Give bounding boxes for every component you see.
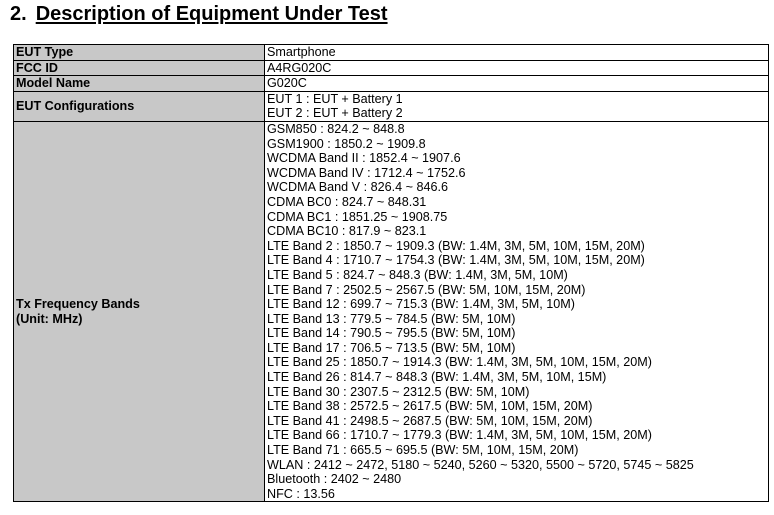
eut-type-value: Smartphone	[265, 45, 769, 61]
section-title: Description of Equipment Under Test	[35, 3, 388, 25]
list-item: LTE Band 25 : 1850.7 ~ 1914.3 (BW: 1.4M, 3M, 5M, 10M, 15M, 20M)	[267, 355, 652, 370]
fcc-id-value: A4RG020C	[265, 60, 769, 76]
list-item: WCDMA Band II : 1852.4 ~ 1907.6	[267, 151, 461, 166]
table-row-model-name	[14, 76, 769, 92]
table-row-eut-configurations	[14, 91, 769, 121]
list-item: LTE Band 13 : 779.5 ~ 784.5 (BW: 5M, 10M)	[267, 311, 516, 326]
list-item: LTE Band 12 : 699.7 ~ 715.3 (BW: 1.4M, 3M, 5M, 10M)	[267, 297, 575, 312]
list-item: LTE Band 30 : 2307.5 ~ 2312.5 (BW: 5M, 10M)	[267, 384, 530, 399]
list-item: Bluetooth : 2402 ~ 2480	[267, 472, 402, 487]
list-item: LTE Band 71 : 665.5 ~ 695.5 (BW: 5M, 10M, 15M, 20M)	[267, 443, 579, 458]
list-item: EUT 1 : EUT + Battery 1	[267, 91, 403, 106]
list-item: WLAN : 2412 ~ 2472, 5180 ~ 5240, 5260 ~ 5320, 5500 ~ 5720, 5745 ~ 5825	[267, 457, 694, 472]
tx-frequency-bands-label-unit: (Unit: MHz)	[16, 311, 83, 326]
tx-frequency-bands-label-title: Tx Frequency Bands	[16, 297, 140, 312]
list-item: LTE Band 5 : 824.7 ~ 848.3 (BW: 1.4M, 3M, 5M, 10M)	[267, 267, 568, 282]
list-item: CDMA BC1 : 1851.25 ~ 1908.75	[267, 209, 448, 224]
eut-configurations-value	[265, 91, 769, 121]
list-item: GSM850 : 824.2 ~ 848.8	[267, 121, 405, 136]
fcc-id-label: FCC ID	[14, 60, 265, 76]
list-item: EUT 2 : EUT + Battery 2	[267, 106, 403, 121]
section-heading	[10, 3, 388, 26]
table-row-eut-type	[14, 45, 769, 61]
list-item: LTE Band 4 : 1710.7 ~ 1754.3 (BW: 1.4M, 3M, 5M, 10M, 15M, 20M)	[267, 253, 645, 268]
list-item: LTE Band 14 : 790.5 ~ 795.5 (BW: 5M, 10M)	[267, 326, 516, 341]
model-name-label: Model Name	[14, 76, 265, 92]
tx-frequency-bands-label	[14, 121, 265, 501]
list-item: GSM1900 : 1850.2 ~ 1909.8	[267, 136, 426, 151]
list-item: WCDMA Band IV : 1712.4 ~ 1752.6	[267, 165, 466, 180]
equipment-table	[13, 44, 769, 502]
list-item: LTE Band 41 : 2498.5 ~ 2687.5 (BW: 5M, 10M, 15M, 20M)	[267, 413, 593, 428]
table-row-fcc-id	[14, 60, 769, 76]
tx-frequency-bands-value	[265, 121, 769, 501]
list-item: LTE Band 66 : 1710.7 ~ 1779.3 (BW: 1.4M, 3M, 5M, 10M, 15M, 20M)	[267, 428, 652, 443]
list-item: LTE Band 7 : 2502.5 ~ 2567.5 (BW: 5M, 10M, 15M, 20M)	[267, 282, 586, 297]
table-row-tx-frequency-bands	[14, 121, 769, 501]
list-item: LTE Band 38 : 2572.5 ~ 2617.5 (BW: 5M, 10M, 15M, 20M)	[267, 399, 593, 414]
section-number: 2.	[10, 3, 27, 25]
list-item: CDMA BC10 : 817.9 ~ 823.1	[267, 224, 427, 239]
eut-type-label: EUT Type	[14, 45, 265, 61]
list-item: LTE Band 2 : 1850.7 ~ 1909.3 (BW: 1.4M, 3M, 5M, 10M, 15M, 20M)	[267, 238, 645, 253]
list-item: NFC : 13.56	[267, 486, 335, 501]
list-item: LTE Band 26 : 814.7 ~ 848.3 (BW: 1.4M, 3M, 5M, 10M, 15M)	[267, 370, 607, 385]
list-item: WCDMA Band V : 826.4 ~ 846.6	[267, 180, 448, 195]
model-name-value: G020C	[265, 76, 769, 92]
eut-configurations-label: EUT Configurations	[14, 91, 265, 121]
list-item: LTE Band 17 : 706.5 ~ 713.5 (BW: 5M, 10M)	[267, 340, 516, 355]
list-item: CDMA BC0 : 824.7 ~ 848.31	[267, 194, 427, 209]
